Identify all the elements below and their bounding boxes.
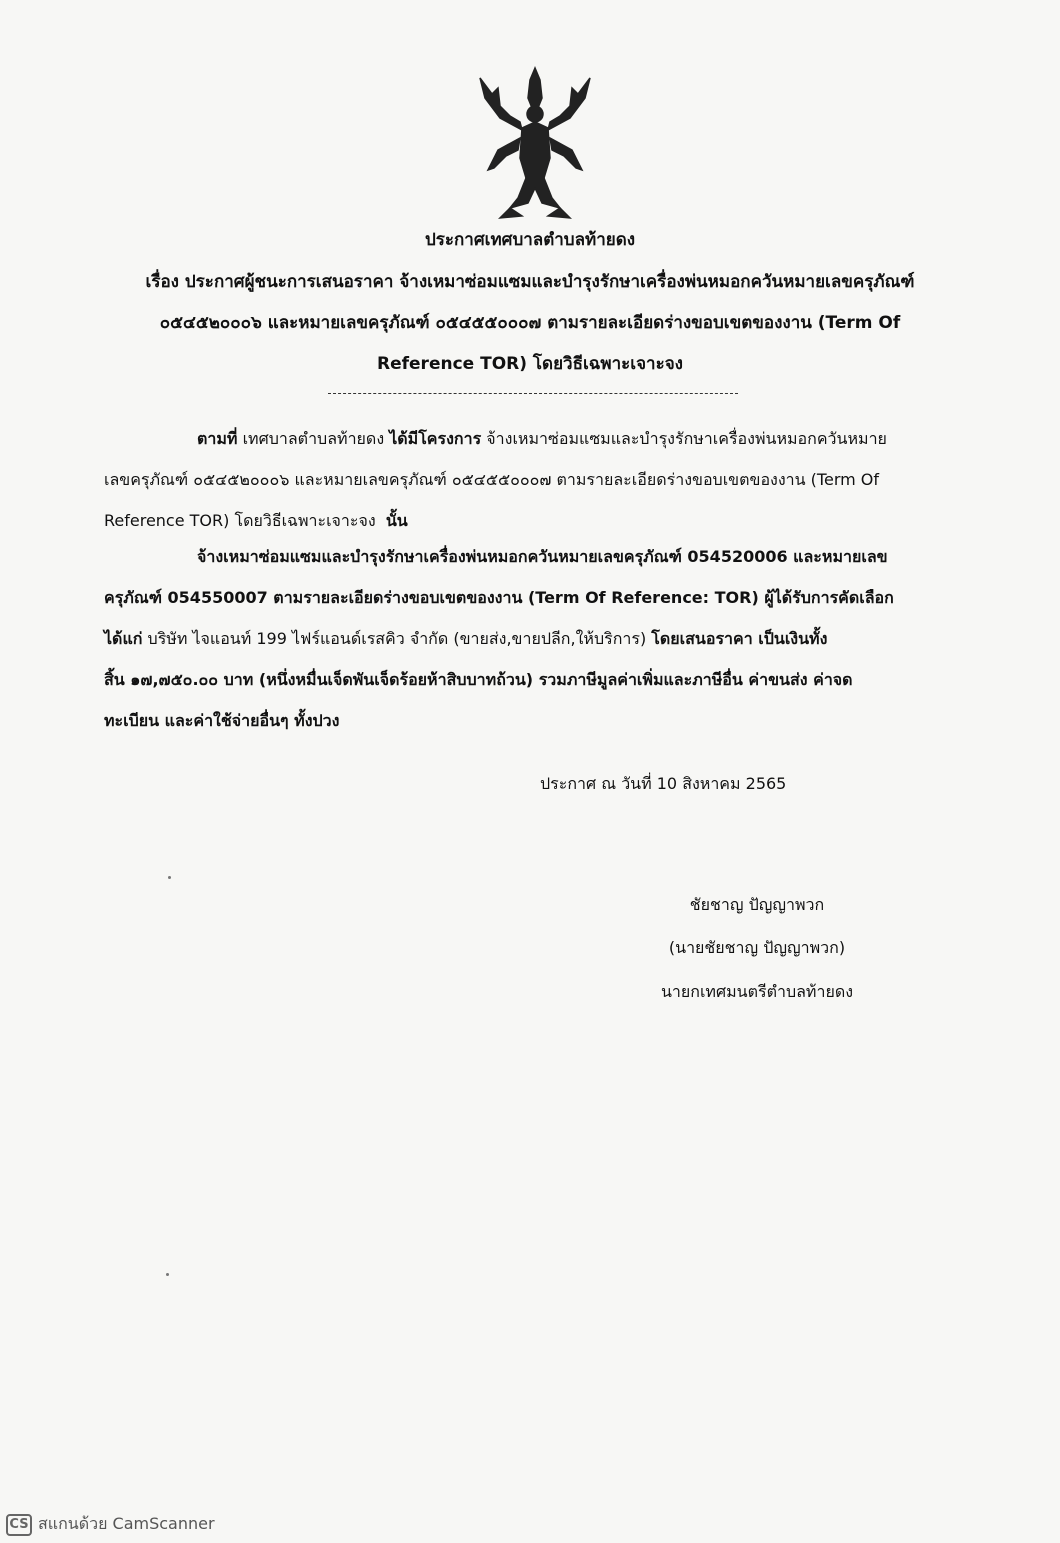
lead-text: ตามที่ — [197, 429, 238, 448]
paragraph-line — [104, 536, 894, 577]
org-name: เทศบาลตำบลท้ายดง — [242, 429, 385, 448]
camscanner-watermark — [6, 1512, 215, 1537]
scan-speck — [168, 876, 171, 879]
garuda-emblem-icon — [470, 58, 600, 228]
signature-position: นายกเทศมนตรีตำบลท้ายดง — [660, 982, 854, 1001]
signature-full-name: (นายชัยชาญ ปัญญาพวก) — [668, 938, 846, 957]
method-text: Reference TOR) โดยวิธีเฉพาะเจาะจง — [104, 511, 376, 530]
scan-speck — [166, 1273, 169, 1276]
paragraph-line — [104, 618, 894, 659]
announcement-title: ประกาศเทศบาลตำบลท้ายดง — [424, 230, 636, 250]
announcement-subject — [60, 262, 1000, 385]
paragraph-winner — [104, 536, 894, 741]
winner-line-1: จ้างเหมาซ่อมแซมและบำรุงรักษาเครื่องพ่นหมอกควันหมายเลขครุภัณฑ์ 054520006 และหมายเลข — [197, 547, 888, 566]
paragraph-background — [104, 418, 887, 541]
end-text: นั้น — [385, 511, 408, 530]
winner-label: ได้แก่ — [104, 629, 143, 648]
paragraph-line: เลขครุภัณฑ์ ๐๕๔๕๒๐๐๐๖ และหมายเลขครุภัณฑ์ ๐๕๔๕๕๐๐๐๗ ตามรายละเอียดร่างขอบเขตของงาน (Term Of — [104, 470, 880, 489]
subject-line: เรื่อง ประกาศผู้ชนะการเสนอราคา จ้างเหมาซ่อมแซมและบำรุงรักษาเครื่องพ่นหมอกควันหมายเลขครุภัณฑ์ — [145, 272, 915, 292]
paragraph-line — [104, 500, 887, 541]
winner-company: บริษัท ไจแอนท์ 199 ไฟร์แอนด์เรสคิว จำกัด (ขายส่ง,ขายปลีก,ให้บริการ) — [147, 629, 647, 648]
paragraph-line: ทะเบียน และค่าใช้จ่ายอื่นๆ ทั้งปวง — [104, 711, 340, 730]
signature-name: ชัยชาญ ปัญญาพวก — [689, 895, 825, 914]
project-label: ได้มีโครงการ — [389, 429, 482, 448]
divider — [328, 393, 738, 394]
paragraph-line: ครุภัณฑ์ 054550007 ตามรายละเอียดร่างขอบเขตของงาน (Term Of Reference: TOR) ผู้ได้รับการคัดเลือก — [104, 588, 894, 607]
camscanner-text: สแกนด้วย CamScanner — [38, 1514, 215, 1533]
subject-line: Reference TOR) โดยวิธีเฉพาะเจาะจง — [377, 354, 683, 374]
paragraph-line — [104, 418, 887, 459]
paragraph-line: สิ้น ๑๗,๗๕๐.๐๐ บาท (หนึ่งหมื่นเจ็ดพันเจ็ดร้อยห้าสิบบาทถ้วน) รวมภาษีมูลค่าเพิ่มและภาษีอื่น ค่าขนส่ง ค่าจด — [104, 670, 853, 689]
project-text: จ้างเหมาซ่อมแซมและบำรุงรักษาเครื่องพ่นหมอกควันหมาย — [486, 429, 887, 448]
price-label: โดยเสนอราคา เป็นเงินทั้ง — [651, 629, 828, 648]
subject-line: ๐๕๔๕๒๐๐๐๖ และหมายเลขครุภัณฑ์ ๐๕๔๕๕๐๐๐๗ ตามรายละเอียดร่างขอบเขตของงาน (Term Of — [159, 313, 901, 333]
announcement-date: ประกาศ ณ วันที่ 10 สิงหาคม 2565 — [540, 774, 787, 793]
camscanner-logo: CS — [6, 1514, 32, 1536]
